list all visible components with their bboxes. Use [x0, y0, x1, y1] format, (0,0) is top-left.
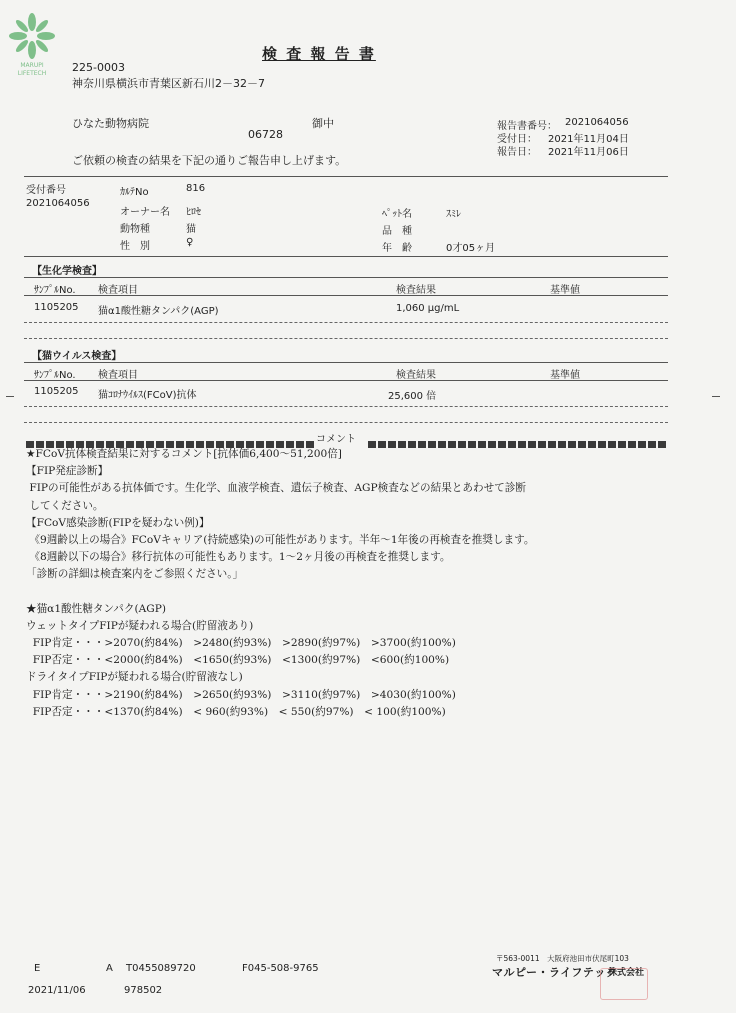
received-date: 2021年11月04日: [548, 134, 629, 145]
divider: [24, 256, 668, 257]
species-label: 動物種: [120, 224, 150, 235]
bar-segment: [638, 441, 646, 448]
divider: [24, 176, 668, 177]
comment-line: 「診断の詳細は検査案内をご参照ください。」: [26, 568, 244, 581]
sex: ♀: [186, 237, 194, 248]
table-row-item: 猫α1酸性糖タンパク(AGP): [98, 306, 219, 317]
bar-segment: [568, 441, 576, 448]
col-item: 検査項目: [98, 285, 138, 296]
postal-code: 225-0003: [72, 61, 125, 74]
comment-line: ドライタイプFIPが疑われる場合(貯留液なし): [26, 671, 243, 684]
report-number-label: 報告書番号：: [497, 121, 557, 132]
intro-text: ご依頼の検査の結果を下記の通りご報告申し上げます。: [72, 154, 347, 167]
address-line: 神奈川県横浜市青葉区新石川2－32－7: [72, 77, 265, 90]
footer-code-a: A: [106, 963, 113, 974]
owner-label: オーナー名: [120, 207, 170, 218]
bar-segment: [618, 441, 626, 448]
comment-line: FIP肯定・・・>2070(約84%) >2480(約93%) >2890(約97%) >3700(約100%): [26, 637, 456, 650]
comment-line: FIP肯定・・・>2190(約84%) >2650(約93%) >3110(約97%) >4030(約100%): [26, 688, 456, 701]
species: 猫: [186, 224, 196, 235]
comment-line: FIPの可能性がある抗体価です。生化学、血液学検査、遺伝子検査、AGP検査などの結果とあわせて診断: [26, 482, 526, 495]
company-name: マルピー・ライフテック: [492, 966, 618, 979]
table-row-item: 猫ｺﾛﾅｳｲﾙｽ(FCoV)抗体: [98, 390, 197, 401]
receipt-number: 2021064056: [26, 198, 90, 209]
logo-text: MARUPI LIFETECH: [17, 62, 47, 77]
divider: [24, 380, 668, 381]
company-seal: [600, 968, 648, 1000]
footer-code-e: E: [34, 963, 41, 974]
col-reference: 基準値: [550, 285, 580, 296]
reported-date: 2021年11月06日: [548, 147, 629, 158]
client-honorific: 御中: [312, 117, 334, 130]
owner-name: ﾋﾛｾ: [186, 207, 201, 218]
reported-date-label: 報告日：: [497, 147, 537, 158]
breed-label: 品 種: [382, 226, 412, 237]
divider: [24, 322, 668, 323]
comment-line: FIP否定・・・<1370(約84%) < 960(約93%) < 550(約97%) < 100(約100%): [26, 705, 446, 718]
comment-line: 【FIP発症診断】: [26, 465, 109, 478]
received-date-label: 受付日：: [497, 134, 537, 145]
comment-line: してください。: [26, 499, 104, 512]
bar-segment: [648, 441, 656, 448]
table-row-result: 25,600 倍: [388, 391, 437, 402]
bar-segment: [608, 441, 616, 448]
report-number: 2021064056: [565, 117, 629, 128]
col-item: 検査項目: [98, 370, 138, 381]
comment-label: コメント: [316, 434, 356, 445]
bar-segment: [598, 441, 606, 448]
comment-line: ★猫α1酸性糖タンパク(AGP): [26, 602, 167, 615]
footer-tel: T0455089720: [126, 963, 196, 974]
comment-line: 《8週齢以下の場合》移行抗体の可能性もあります。1～2ヶ月後の再検査を推奨します。: [26, 551, 451, 564]
bar-segment: [548, 441, 556, 448]
comment-line: FIP否定・・・<2000(約84%) <1650(約93%) <1300(約97%) <600(約100%): [26, 654, 450, 667]
divider: [24, 362, 668, 363]
divider: [24, 295, 668, 296]
edge-mark: [6, 396, 14, 397]
company-logo: [8, 12, 56, 80]
section-heading-biochemistry: 【生化学検査】: [32, 266, 102, 277]
divider: [24, 406, 668, 407]
sex-label: 性 別: [120, 241, 150, 252]
col-sample: ｻﾝﾌﾟﾙNo.: [34, 370, 76, 381]
col-result: 検査結果: [396, 285, 436, 296]
company-suffix: 株式会社: [608, 968, 645, 978]
table-row-sample: 1105205: [34, 302, 79, 313]
receipt-label: 受付番号: [26, 185, 66, 196]
chart-label: ｶﾙﾃNo: [120, 187, 149, 198]
client-code: 06728: [248, 128, 283, 141]
comment-line: [26, 584, 534, 601]
bar-segment: [538, 441, 546, 448]
bar-segment: [628, 441, 636, 448]
footer-date: 2021/11/06: [28, 985, 86, 996]
table-row-result: 1,060 μg/mL: [396, 303, 460, 314]
col-sample: ｻﾝﾌﾟﾙNo.: [34, 285, 76, 296]
bar-segment: [588, 441, 596, 448]
comment-bar-left: [26, 433, 316, 440]
footer-number: 978502: [124, 985, 163, 996]
bar-segment: [658, 441, 666, 448]
divider: [24, 422, 668, 423]
comment-block: [26, 446, 534, 721]
pet-name: ｽﾐﾚ: [446, 209, 461, 220]
divider: [24, 277, 668, 278]
pet-label: ﾍﾟｯﾄ名: [382, 209, 412, 220]
edge-mark: [712, 396, 720, 397]
comment-line: 【FCoV感染診断(FIPを疑わない例)】: [26, 516, 210, 529]
bar-segment: [578, 441, 586, 448]
table-row-sample: 1105205: [34, 386, 79, 397]
bar-segment: [558, 441, 566, 448]
document-title: 検 査 報 告 書: [262, 45, 376, 63]
divider: [24, 338, 668, 339]
col-reference: 基準値: [550, 370, 580, 381]
flower-logo-icon: [8, 12, 56, 60]
comment-line: ★FCoV抗体検査結果に対するコメント[抗体価6,400～51,200倍]: [26, 448, 342, 460]
comment-line: 《9週齢以上の場合》FCoVキャリア(持続感染)の可能性があります。半年～1年後の再検査を推奨します。: [26, 533, 535, 546]
client-name: ひなた動物病院: [72, 117, 149, 130]
section-heading-virus: 【猫ウイルス検査】: [32, 351, 122, 362]
footer-fax: F045-508-9765: [242, 963, 319, 974]
col-result: 検査結果: [396, 370, 436, 381]
age-label: 年 齢: [382, 243, 412, 254]
comment-line: ウェットタイプFIPが疑われる場合(貯留液あり): [26, 619, 254, 632]
company-address: 〒563-0011 大阪府池田市伏尾町103: [496, 954, 629, 963]
comment-bar-right: [368, 433, 668, 440]
age: 0才05ヶ月: [446, 243, 496, 254]
chart-number: 816: [186, 183, 206, 194]
